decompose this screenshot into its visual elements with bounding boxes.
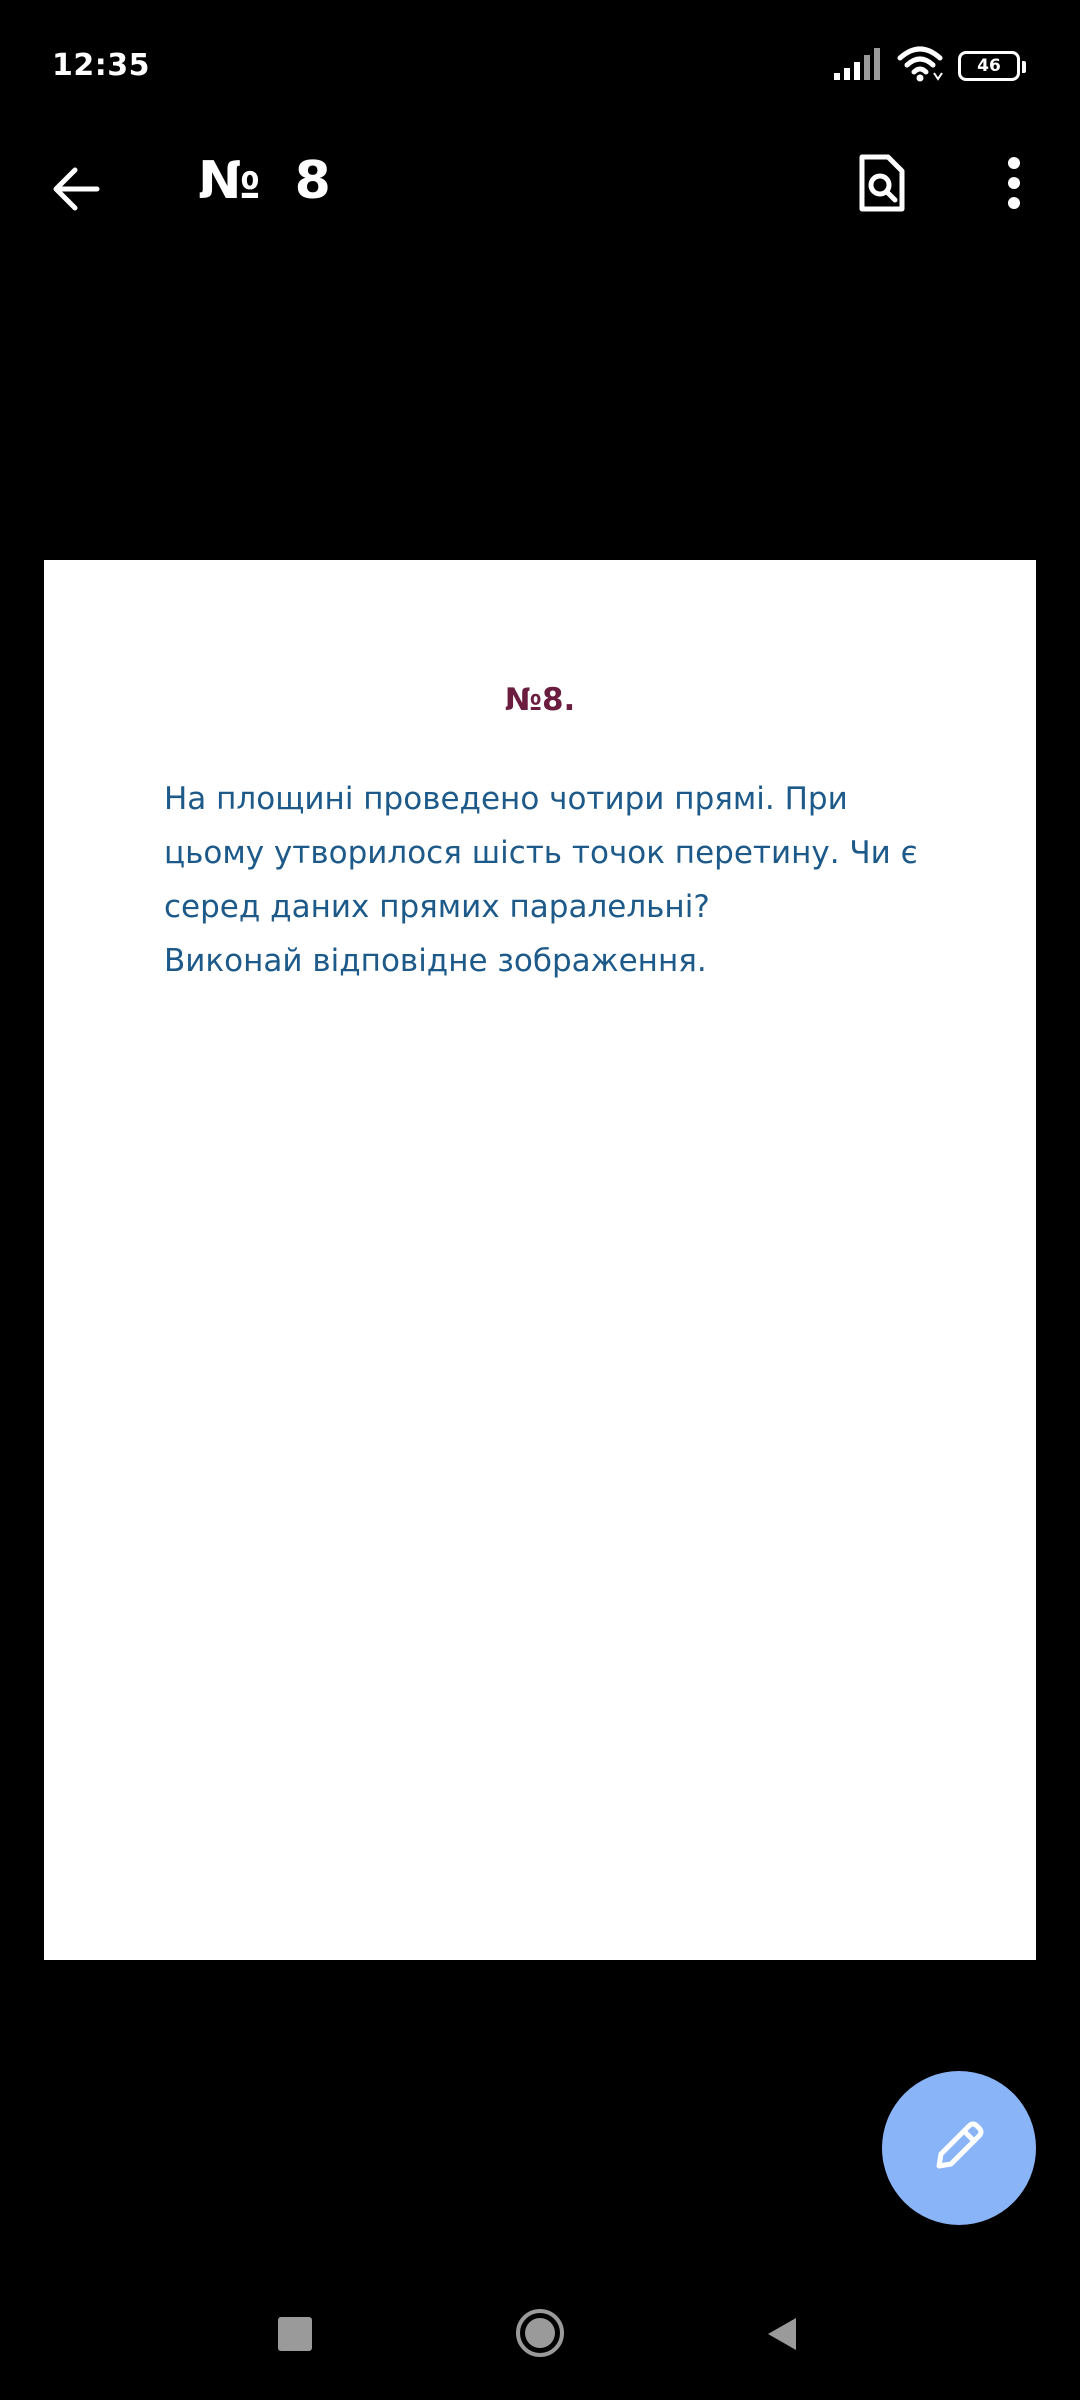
document-search-icon (858, 153, 906, 217)
signal-icon (832, 47, 882, 85)
body-line: серед даних прямих паралельні? (164, 889, 710, 925)
page-title: № 8 (198, 151, 331, 211)
nav-back-button[interactable] (762, 2314, 802, 2354)
status-bar (0, 0, 1080, 135)
pencil-icon (931, 2118, 987, 2178)
back-arrow-icon (51, 166, 101, 216)
battery-level: 46 (977, 56, 1001, 76)
search-document-button[interactable] (846, 149, 918, 221)
app-bar (0, 135, 1080, 235)
body-line: Виконай відповідне зображення. (164, 943, 707, 979)
battery-icon (958, 51, 1020, 81)
home-button[interactable] (515, 2308, 565, 2358)
body-line: На площині проведено чотири прямі. При (164, 781, 848, 817)
status-time: 12:35 (52, 48, 150, 83)
more-vertical-icon (1006, 157, 1022, 213)
more-options-button[interactable] (978, 149, 1050, 221)
status-icons (832, 46, 1020, 86)
recents-button[interactable] (278, 2317, 312, 2351)
edit-fab[interactable] (882, 2071, 1036, 2225)
wifi-icon (896, 46, 944, 86)
document-body (164, 772, 964, 988)
document-page (44, 560, 1036, 1960)
back-button[interactable] (40, 155, 112, 227)
document-heading: №8. (504, 682, 576, 718)
body-line: цьому утворилося шість точок перетину. Чи є (164, 835, 918, 871)
